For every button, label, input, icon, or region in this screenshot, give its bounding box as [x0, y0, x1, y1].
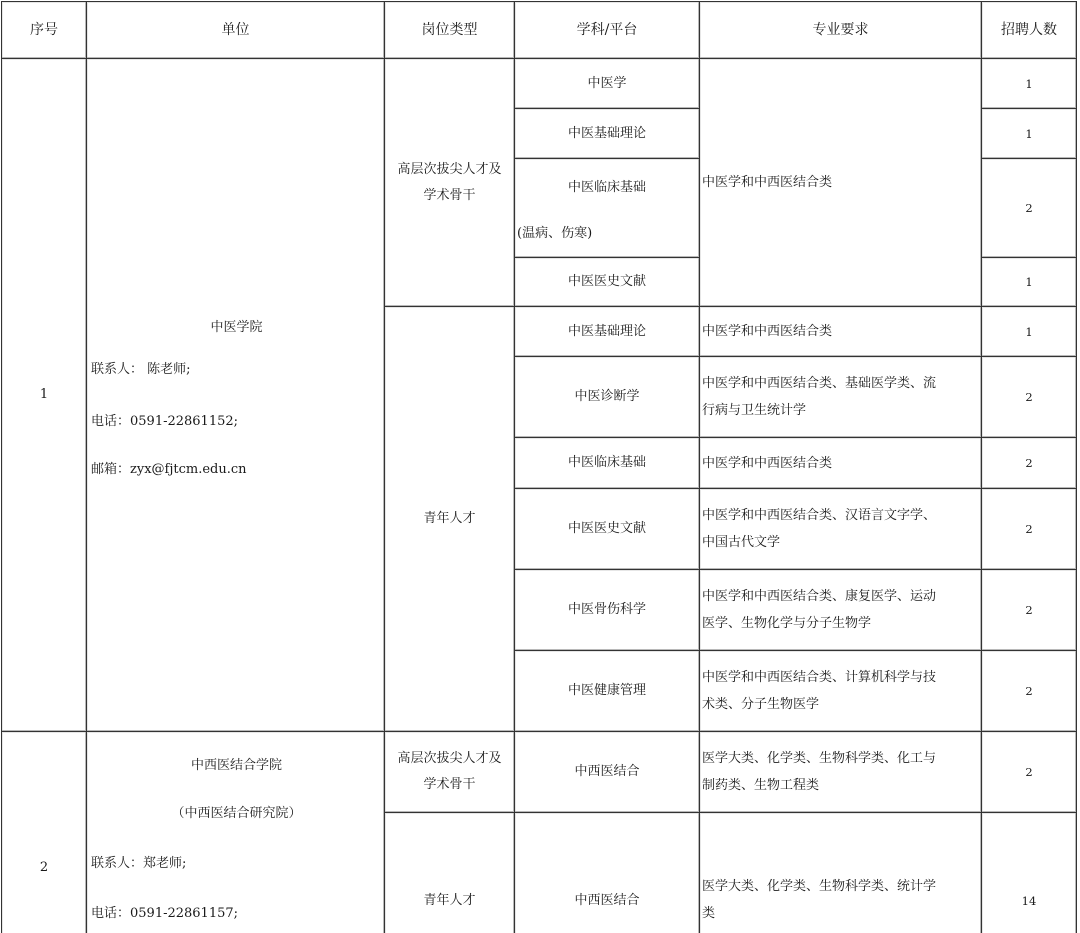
count-cell: 2: [982, 570, 1077, 651]
requirement-cell: [700, 489, 982, 570]
requirement-cell: 中医学和中西医结合类: [700, 59, 982, 307]
requirement-line: 医学、生物化学与分子生物学: [702, 616, 872, 631]
requirement-cell: [700, 570, 982, 651]
requirement-line: 类: [702, 906, 716, 921]
post-type-line: 学术骨干: [423, 187, 476, 203]
header-count: 招聘人数: [982, 2, 1077, 59]
discipline-note: (温病、伤寒): [517, 226, 593, 241]
unit-email: 邮箱：zyx@fjtcm.edu.cn: [91, 462, 247, 477]
requirement-line: 中国古代文学: [702, 535, 781, 550]
discipline-cell: 中医学: [515, 59, 700, 109]
count-cell: 1: [982, 59, 1077, 109]
discipline-cell: 中医临床基础: [515, 438, 700, 489]
unit-cell: [87, 732, 385, 933]
requirement-line: 中医学和中西医结合类、康复医学、运动: [702, 589, 937, 604]
discipline-cell: [515, 159, 700, 258]
unit-phone: 电话：0591-22861152;: [91, 414, 239, 429]
unit-info: [89, 318, 382, 480]
header-discipline: 学科/平台: [515, 2, 700, 59]
post-type-cell: [385, 732, 515, 813]
unit-name-sub: （中西医结合研究院）: [171, 806, 302, 821]
table-row: [2, 59, 1077, 109]
seq-cell: 2: [2, 732, 87, 933]
count-cell: 1: [982, 307, 1077, 357]
header-row: [2, 2, 1077, 59]
unit-cell: [87, 59, 385, 732]
unit-contact: 联系人：郑老师;: [91, 856, 187, 871]
requirement-line: 医学大类、化学类、生物科学类、化工与: [702, 751, 937, 766]
count-cell: 2: [982, 651, 1077, 732]
table-row: [2, 732, 1077, 813]
count-cell: 2: [982, 438, 1077, 489]
discipline-cell: 中医基础理论: [515, 109, 700, 159]
recruitment-table: [1, 1, 1077, 933]
requirement-line: 中医学和中西医结合类、汉语言文字学、: [702, 508, 937, 523]
unit-info: [89, 732, 382, 924]
requirement-line: 中医学和中西医结合类、基础医学类、流: [702, 376, 937, 391]
discipline-cell: 中医健康管理: [515, 651, 700, 732]
count-cell: 2: [982, 732, 1077, 813]
discipline-cell: 中西医结合: [515, 813, 700, 933]
post-type-cell: 青年人才: [385, 307, 515, 732]
discipline-cell: 中医诊断学: [515, 357, 700, 438]
count-cell: 1: [982, 109, 1077, 159]
requirement-line: 中医学和中西医结合类: [702, 455, 833, 471]
requirement-line: 术类、分子生物医学: [702, 697, 820, 712]
requirement-cell: [700, 307, 982, 357]
post-type-cell: 青年人才: [385, 813, 515, 933]
requirement-cell: [700, 357, 982, 438]
count-cell: 1: [982, 258, 1077, 307]
requirement-cell: [700, 813, 982, 933]
post-type-cell: [385, 59, 515, 307]
count-cell: 14: [982, 813, 1077, 933]
discipline-cell: 中医基础理论: [515, 307, 700, 357]
post-type-line: 学术骨干: [423, 777, 476, 792]
count-cell: 2: [982, 489, 1077, 570]
discipline-cell: 中医骨伤科学: [515, 570, 700, 651]
unit-name: 中医学院: [210, 320, 263, 335]
header-seq: 序号: [2, 2, 87, 59]
count-cell: 2: [982, 357, 1077, 438]
requirement-cell: [700, 732, 982, 813]
requirement-line: 中医学和中西医结合类、计算机科学与技: [702, 670, 937, 685]
unit-phone: 电话：0591-22861157;: [91, 906, 239, 921]
seq-cell: 1: [2, 59, 87, 732]
post-type-line: 高层次拔尖人才及: [397, 161, 502, 177]
requirement-line: 制药类、生物工程类: [702, 778, 820, 793]
requirement-cell: [700, 438, 982, 489]
requirement-line: 中医学和中西医结合类: [702, 324, 833, 339]
discipline-name: 中医临床基础: [567, 180, 646, 195]
requirement-line: 医学大类、化学类、生物科学类、统计学: [702, 879, 937, 894]
header-unit: 单位: [87, 2, 385, 59]
requirement-line: 行病与卫生统计学: [702, 403, 807, 418]
discipline-cell: 中医医史文献: [515, 258, 700, 307]
unit-name: 中西医结合学院: [190, 758, 282, 773]
header-post-type: 岗位类型: [385, 2, 515, 59]
count-cell: 2: [982, 159, 1077, 258]
requirement-cell: [700, 651, 982, 732]
post-type-line: 高层次拔尖人才及: [397, 751, 502, 766]
unit-contact: 联系人： 陈老师;: [91, 362, 191, 377]
discipline-cell: 中西医结合: [515, 732, 700, 813]
discipline-cell: 中医医史文献: [515, 489, 700, 570]
header-requirement: 专业要求: [700, 2, 982, 59]
